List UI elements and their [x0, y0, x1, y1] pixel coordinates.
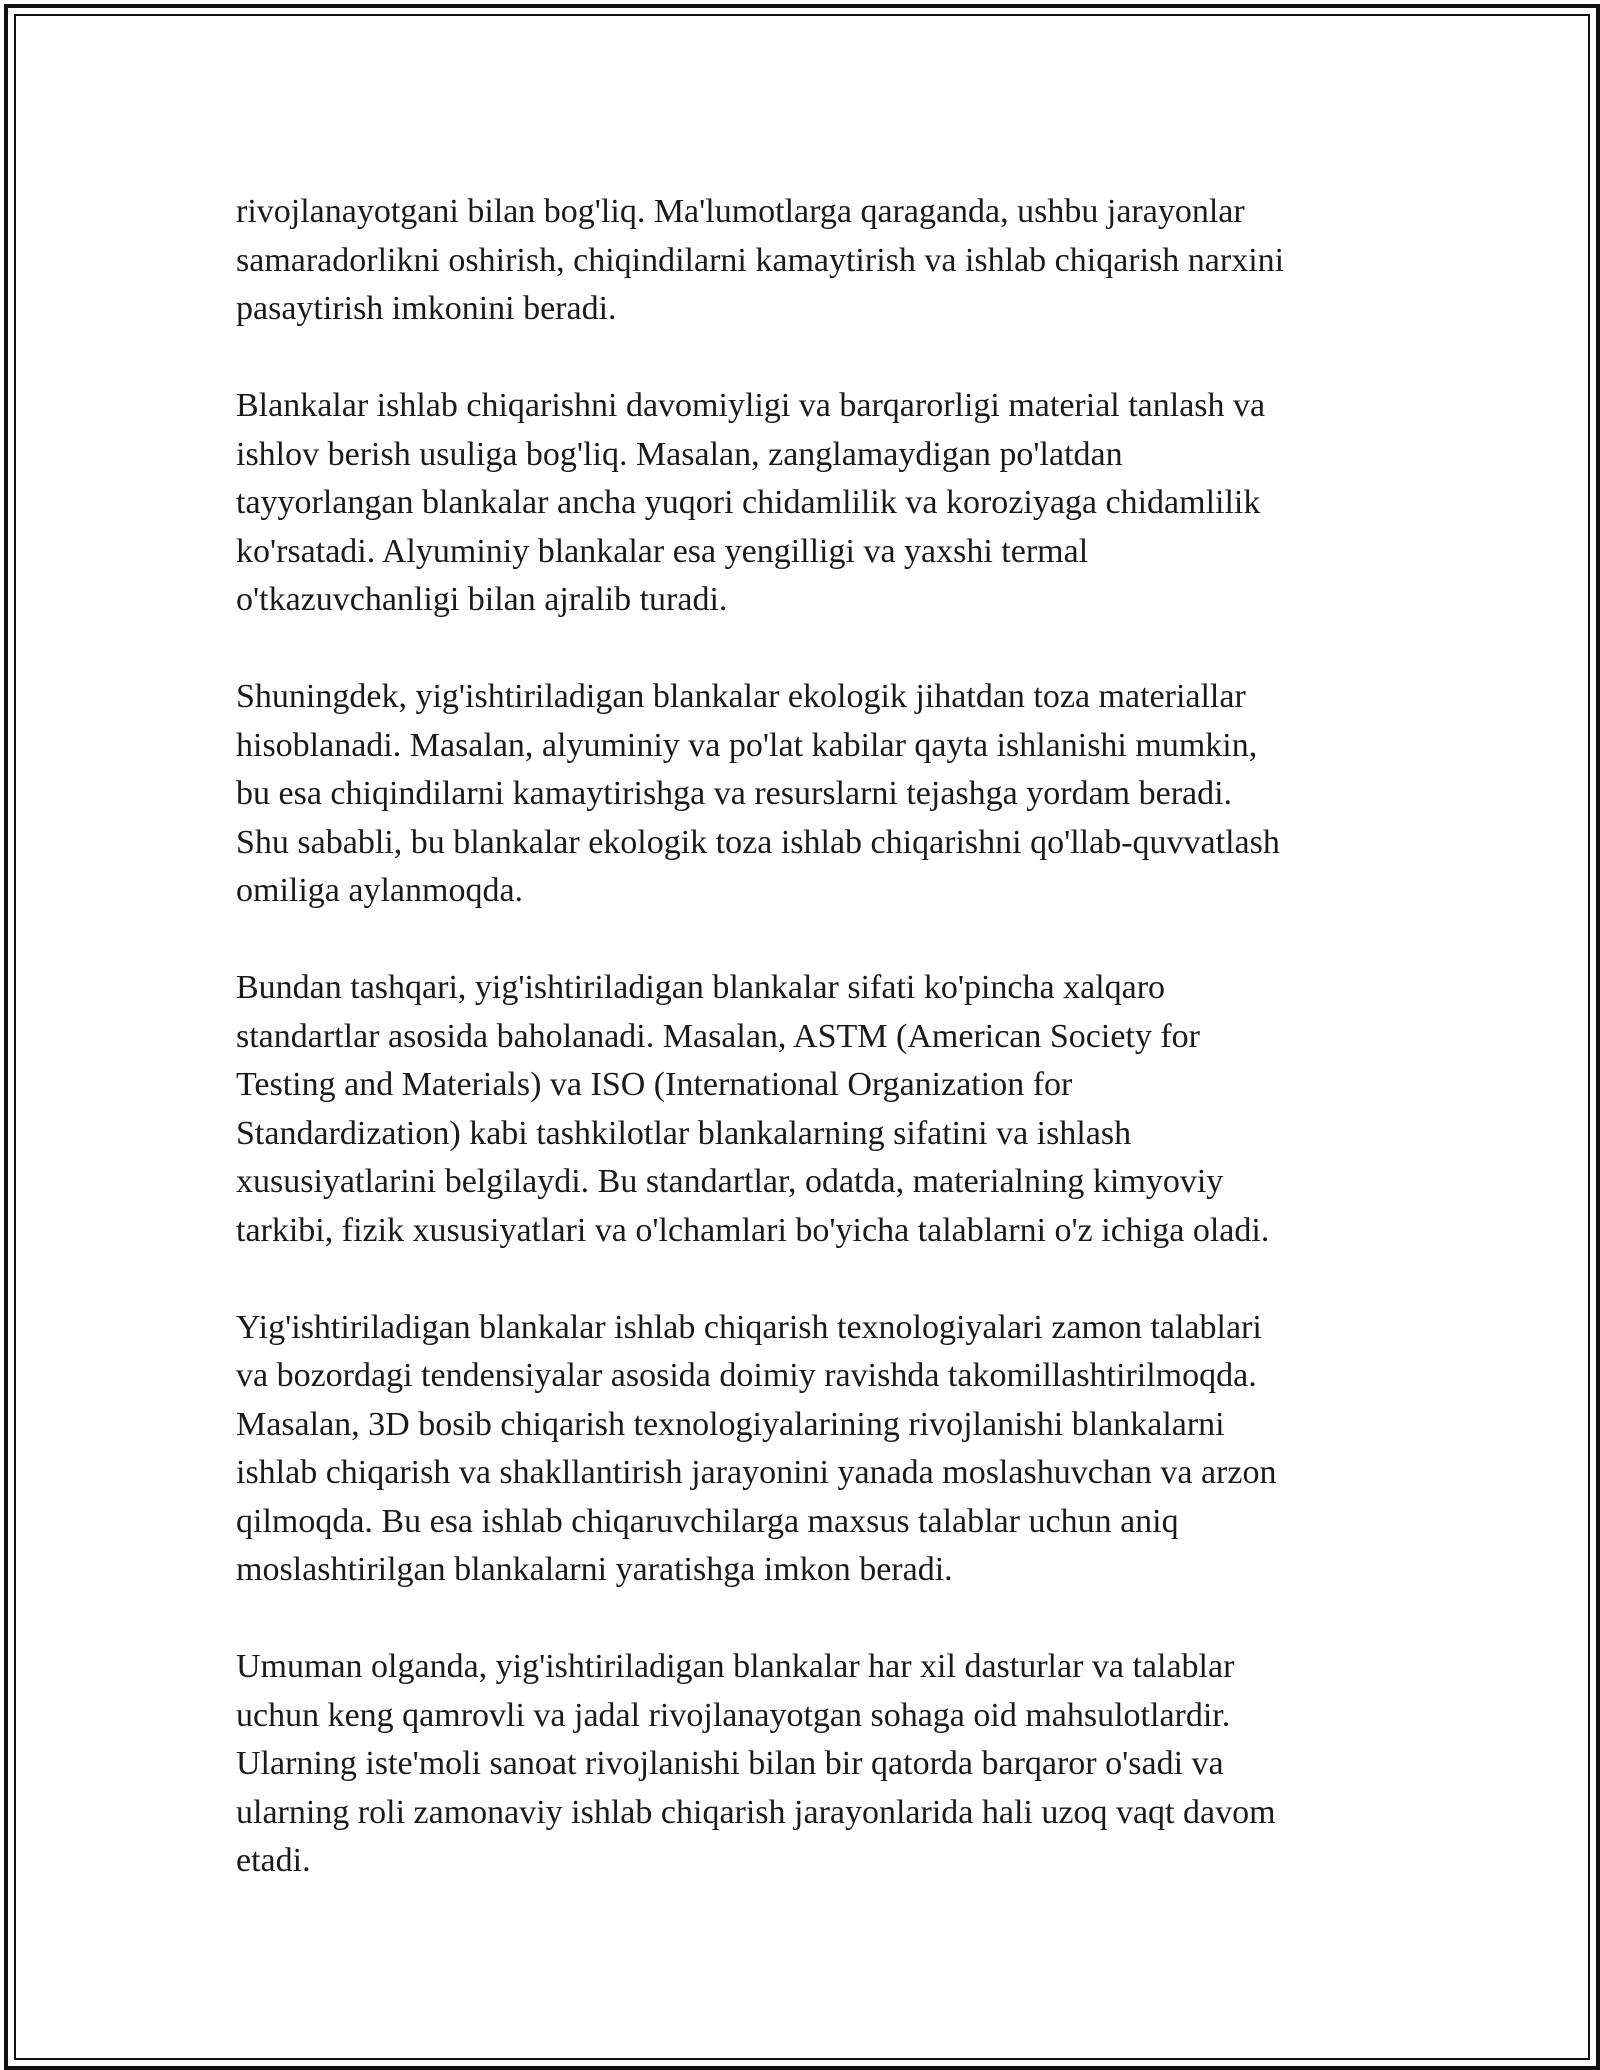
- paragraph-6: Umuman olganda, yig'ishtiriladigan blankalar har xil dasturlar va talablar uchun keng qamrovli va jadal rivojlanayotgan sohaga oid mahsulotlardir. Ularning iste'moli sanoat rivojlanishi bilan bir qatorda barqaror o'sadi va ularning roli zamonaviy ishlab chiqarish jarayonlarida hali uzoq vaqt davom etadi.: [236, 1648, 1276, 1879]
- document-body: [236, 188, 1396, 1886]
- paragraph-4: Bundan tashqari, yig'ishtiriladigan blankalar sifati ko'pincha xalqaro standartlar asosida baholanadi. Masalan, ASTM (American Society for Testing and Materials) va ISO (International Organization for Standardization) kabi tashkilotlar blankalarning sifatini va ishlash xususiyatlarini belgilaydi. Bu standartlar, odatda, materialning kimyoviy tarkibi, fizik xususiyatlari va o'lchamlari bo'yicha talablarni o'z ichiga oladi.: [236, 969, 1270, 1249]
- paragraph-1: rivojlanayotgani bilan bog'liq. Ma'lumotlarga qaraganda, ushbu jarayonlar samaradorlikni oshirish, chiqindilarni kamaytirish va ishlab chiqarish narxini pasaytirish imkonini beradi.: [236, 193, 1285, 327]
- paragraph-5: Yig'ishtiriladigan blankalar ishlab chiqarish texnologiyalari zamon talablari va bozordagi tendensiyalar asosida doimiy ravishda takomillashtirilmoqda. Masalan, 3D bosib chiqarish texnologiyalarining rivojlanishi blankalarni ishlab chiqarish va shakllantirish jarayonini yanada moslashuvchan va arzon qilmoqda. Bu esa ishlab chiqaruvchilarga maxsus talablar uchun aniq moslashtirilgan blankalarni yaratishga imkon beradi.: [236, 1308, 1277, 1588]
- paragraph-3: Shuningdek, yig'ishtiriladigan blankalar ekologik jihatdan toza materiallar hisoblanadi. Masalan, alyuminiy va po'lat kabilar qayta ishlanishi mumkin, bu esa chiqindilarni kamaytirishga va resurslarni tejashga yordam beradi. Shu sababli, bu blankalar ekologik toza ishlab chiqarishni qo'llab-quvvatlash omiliga aylanmoqda.: [236, 678, 1280, 909]
- paragraph-2: Blankalar ishlab chiqarishni davomiyligi va barqarorligi material tanlash va ishlov berish usuliga bog'liq. Masalan, zanglamaydigan po'latdan tayyorlangan blankalar ancha yuqori chidamlilik va koroziyaga chidamlilik ko'rsatadi. Alyuminiy blankalar esa yengilligi va yaxshi termal o'tkazuvchanligi bilan ajralib turadi.: [236, 387, 1266, 618]
